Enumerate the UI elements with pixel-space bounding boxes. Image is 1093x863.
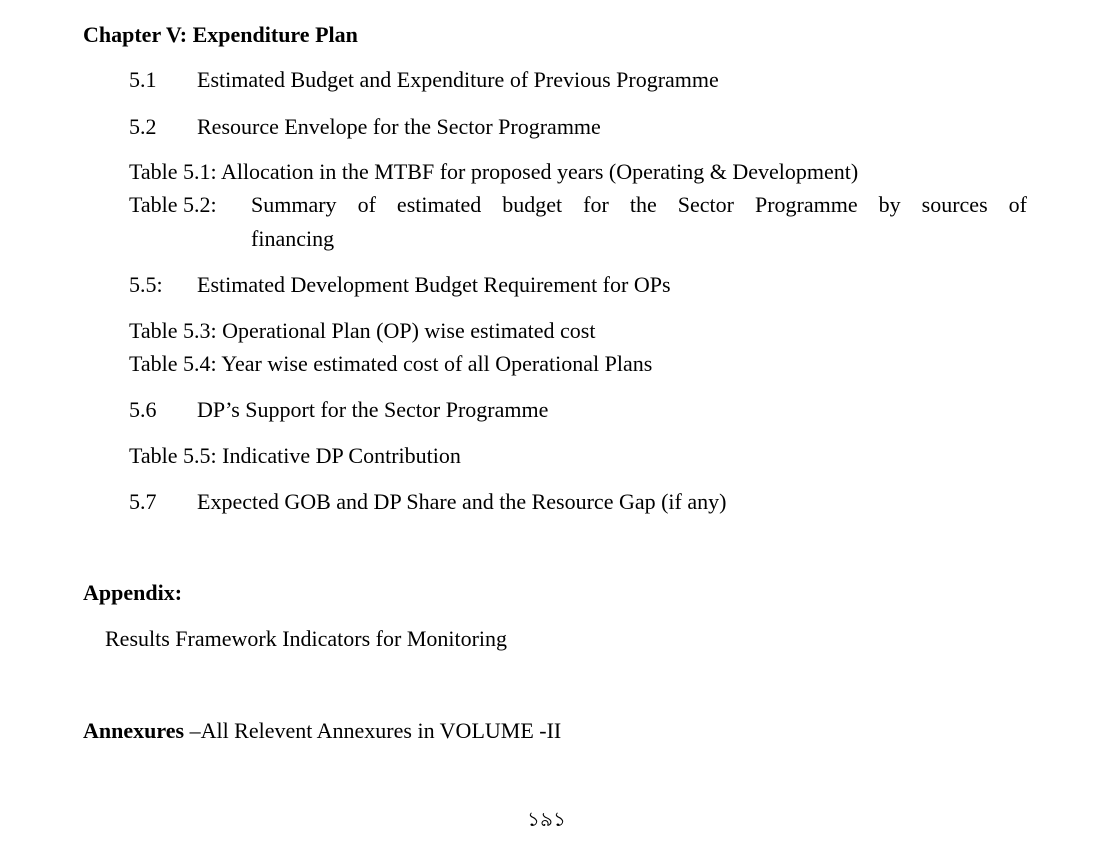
- appendix-heading: Appendix:: [83, 580, 183, 605]
- section-5-2: [129, 116, 601, 138]
- section-title: Estimated Budget and Expenditure of Previous Programme: [197, 67, 719, 92]
- section-title: DP’s Support for the Sector Programme: [197, 397, 549, 422]
- chapter-title: Chapter V: Expenditure Plan: [83, 22, 358, 47]
- table-5-2-caption: [129, 194, 251, 216]
- annexures-label: Annexures: [83, 718, 185, 743]
- section-number: 5.2: [129, 114, 157, 139]
- section-5-7: [129, 491, 726, 513]
- table-5-4-caption: Table 5.4: Year wise estimated cost of all Operational Plans: [129, 351, 653, 376]
- page-number: ১৯১: [527, 809, 566, 831]
- table-5-2-caption-line2: financing: [251, 226, 335, 251]
- section-title: Resource Envelope for the Sector Programme: [197, 114, 601, 139]
- section-title: Estimated Development Budget Requirement for OPs: [197, 272, 671, 297]
- section-number: 5.1: [129, 67, 157, 92]
- section-5-1: [129, 69, 719, 91]
- section-number: 5.5:: [129, 272, 163, 297]
- table-5-1-caption: Table 5.1: Allocation in the MTBF for proposed years (Operating & Development): [129, 159, 859, 184]
- section-5-5: [129, 274, 671, 296]
- table-5-3-caption: Table 5.3: Operational Plan (OP) wise estimated cost: [129, 318, 596, 343]
- section-number: 5.7: [129, 489, 157, 514]
- section-title: Expected GOB and DP Share and the Resource Gap (if any): [197, 489, 727, 514]
- table-5-2-caption-line1: Summary of estimated budget for the Sector Programme by sources of: [251, 192, 1027, 217]
- section-5-6: [129, 399, 548, 421]
- section-number: 5.6: [129, 397, 157, 422]
- annexures-line: [83, 720, 561, 742]
- table-5-5-caption: Table 5.5: Indicative DP Contribution: [129, 443, 461, 468]
- table-label: Table 5.2:: [129, 192, 217, 217]
- appendix-item: Results Framework Indicators for Monitoring: [105, 626, 508, 651]
- annexures-text: –All Relevent Annexures in VOLUME -II: [184, 718, 562, 743]
